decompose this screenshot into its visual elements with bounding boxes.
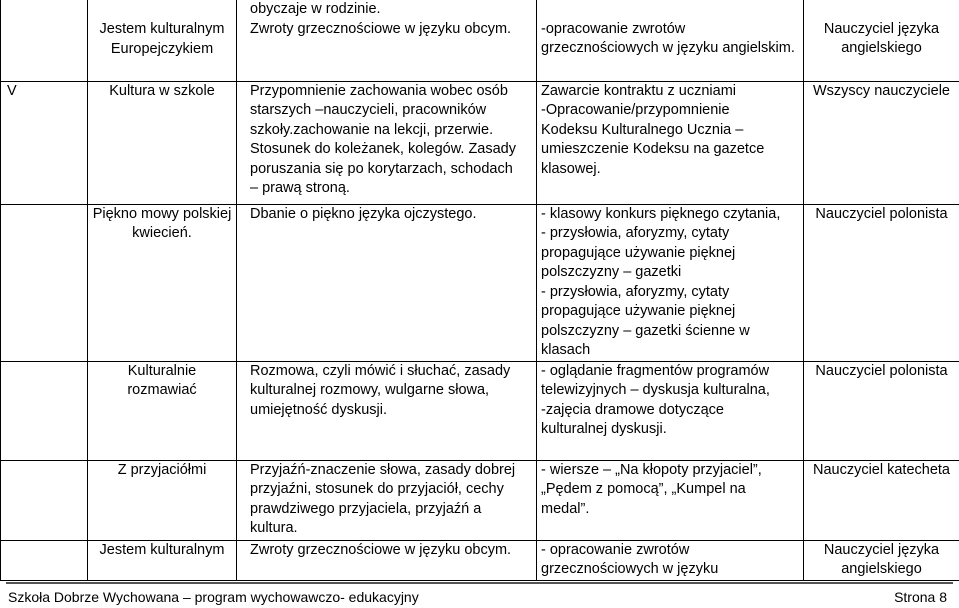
topic-cell: Piękno mowy polskiej kwiecień. [88, 204, 237, 361]
topic-cell: Kulturalnie rozmawiać [88, 361, 237, 460]
topic-cell: Kultura w szkole [88, 81, 237, 204]
row-number [1, 540, 88, 580]
methods-cell: - wiersze – „Na kłopoty przyjaciel”, „Pędem z pomocą”, „Kumpel na medal”. [537, 460, 804, 540]
responsible-cell: Nauczyciel języka angielskiego [804, 540, 959, 580]
footer-program-title: Szkoła Dobrze Wychowana – program wychowawczo- edukacyjny [8, 589, 419, 605]
row-number [1, 460, 88, 540]
row-number [1, 0, 88, 81]
content-cell: Dbanie o piękno języka ojczystego. [237, 204, 537, 361]
responsible-cell: Wszyscy nauczyciele [804, 81, 959, 204]
footer-divider [6, 582, 953, 584]
methods-cell: Zawarcie kontraktu z uczniami -Opracowanie/przypomnienie Kodeksu Kulturalnego Ucznia – umieszczenie Kodeksu na gazetce klasowej. [537, 81, 804, 204]
table-row [1, 540, 959, 580]
row-number [1, 204, 88, 361]
topic-cell: Z przyjaciółmi [88, 460, 237, 540]
table-row [1, 361, 959, 460]
methods-cell: - opracowanie zwrotów grzecznościowych w języku [537, 540, 804, 580]
table-row [1, 0, 959, 81]
table-row [1, 460, 959, 540]
row-number: V [1, 81, 88, 204]
content-cell: Przyjaźń-znaczenie słowa, zasady dobrej przyjaźni, stosunek do przyjaciół, cechy prawdziwego przyjaciela, przyjaźń a kultura. [237, 460, 537, 540]
methods-cell: - klasowy konkurs pięknego czytania, - przysłowia, aforyzmy, cytaty propagujące używanie pięknej polszczyzny – gazetki - przysłowia, aforyzmy, cytaty propagujące używanie pięknej polszczyzny – gazetki ścienne w klasach [537, 204, 804, 361]
footer-page-number: Strona 8 [894, 589, 947, 605]
responsible-cell: Nauczyciel katecheta [804, 460, 959, 540]
content-cell: Przypomnienie zachowania wobec osób starszych –nauczycieli, pracowników szkoły.zachowanie na lekcji, przerwie. Stosunek do koleżanek, kolegów. Zasady poruszania się po korytarzach, schodach – prawą stroną. [237, 81, 537, 204]
row-number [1, 361, 88, 460]
topic-cell: Jestem kulturalnym Europejczykiem [88, 0, 237, 81]
methods-cell: - oglądanie fragmentów programów telewizyjnych – dyskusja kulturalna, -zajęcia dramowe dotyczące kulturalnej dyskusji. [537, 361, 804, 460]
responsible-cell: Nauczyciel polonista [804, 361, 959, 460]
table-row [1, 81, 959, 204]
responsible-cell: Nauczyciel polonista [804, 204, 959, 361]
topic-cell: Jestem kulturalnym [88, 540, 237, 580]
methods-cell: -opracowanie zwrotów grzecznościowych w języku angielskim. [537, 0, 804, 81]
content-cell: obyczaje w rodzinie. Zwroty grzecznościowe w języku obcym. [237, 0, 537, 81]
content-cell: Zwroty grzecznościowe w języku obcym. [237, 540, 537, 580]
responsible-cell: Nauczyciel języka angielskiego [804, 0, 959, 81]
content-cell: Rozmowa, czyli mówić i słuchać, zasady kulturalnej rozmowy, wulgarne słowa, umiejętność dyskusji. [237, 361, 537, 460]
table-row [1, 204, 959, 361]
